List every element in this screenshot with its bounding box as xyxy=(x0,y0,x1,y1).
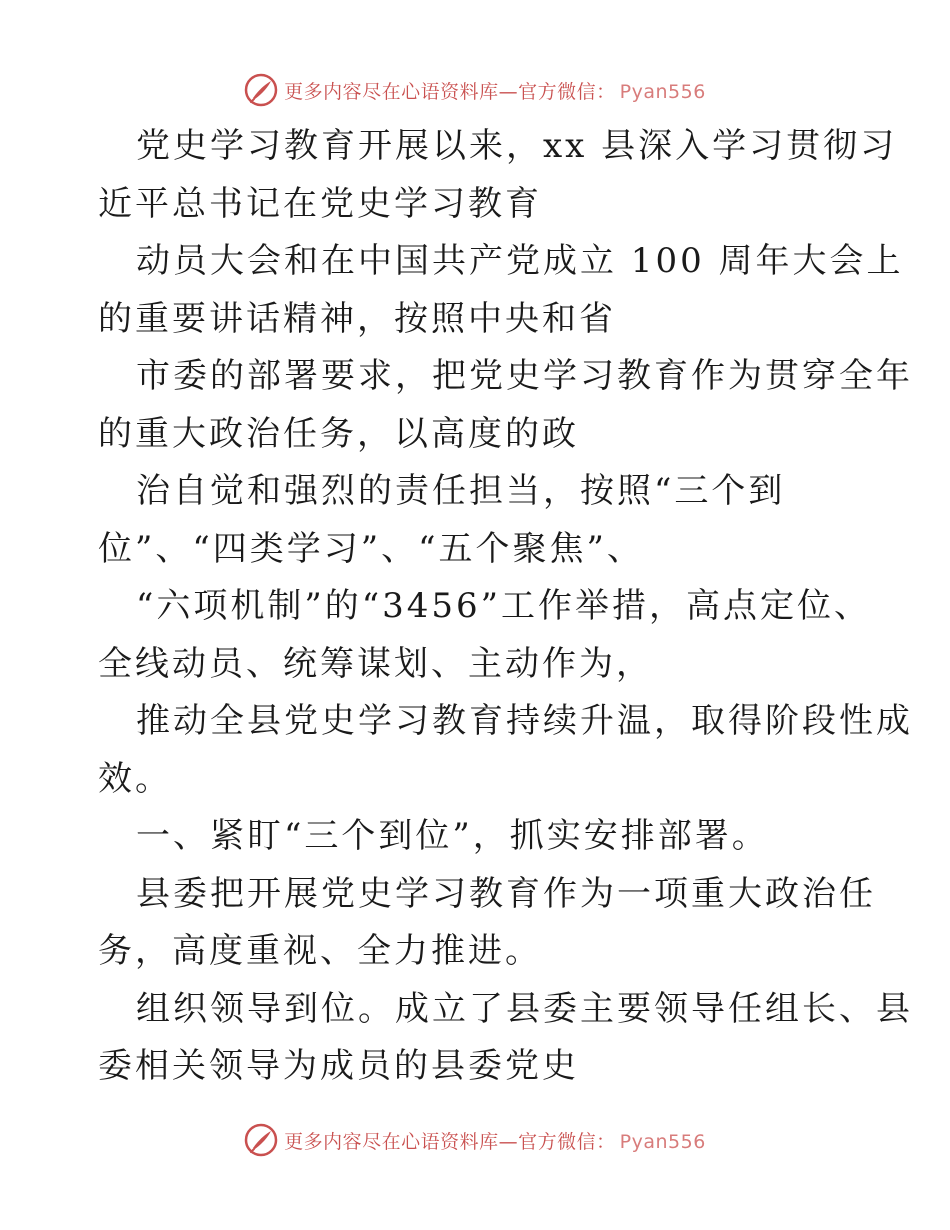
text-line: 治自觉和强烈的责任担当，按照“三个到 xyxy=(136,471,786,511)
red-feather-quill-icon xyxy=(244,1123,278,1157)
text-line: 推动全县党史学习教育持续升温，取得阶段性成 xyxy=(136,701,913,741)
header-watermark xyxy=(0,70,950,110)
text-line: 一、紧盯“三个到位”，抓实安排部署。 xyxy=(136,816,769,856)
text-line: 近平总书记在党史学习教育 xyxy=(98,183,542,224)
document-body xyxy=(98,118,913,1096)
text-line: 县委把开展党史学习教育作为一项重大政治任 xyxy=(136,873,876,914)
red-feather-quill-icon xyxy=(244,73,278,107)
text-line: 动员大会和在中国共产党成立 100 周年大会上 xyxy=(136,241,904,281)
text-line: 的重要讲话精神，按照中央和省 xyxy=(98,298,616,339)
text-line: 组织领导到位。成立了县委主要领导任组长、县 xyxy=(136,988,913,1029)
watermark-wechat-id: Pyan556 xyxy=(619,1130,706,1153)
watermark-wechat-id: Pyan556 xyxy=(619,80,706,103)
text-line: 党史学习教育开展以来，xx 县深入学习贯彻习 xyxy=(136,126,898,166)
text-line: 效。 xyxy=(98,758,172,799)
footer-watermark xyxy=(0,1120,950,1160)
watermark-text: 更多内容尽在心语资料库—官方微信： Pyan556 xyxy=(284,1130,706,1153)
text-line: 务，高度重视、全力推进。 xyxy=(98,931,542,971)
text-line: “六项机制”的“3456”工作举措，高点定位、 xyxy=(136,586,872,626)
watermark-text: 更多内容尽在心语资料库—官方微信： Pyan556 xyxy=(284,80,706,103)
text-line: 市委的部署要求，把党史学习教育作为贯穿全年 xyxy=(136,356,913,396)
text-line: 委相关领导为成员的县委党史 xyxy=(98,1046,579,1086)
text-line: 全线动员、统筹谋划、主动作为， xyxy=(98,643,653,684)
text-line: 的重大政治任务，以高度的政 xyxy=(98,413,579,454)
text-line: 位”、“四类学习”、“五个聚焦”、 xyxy=(98,528,644,569)
